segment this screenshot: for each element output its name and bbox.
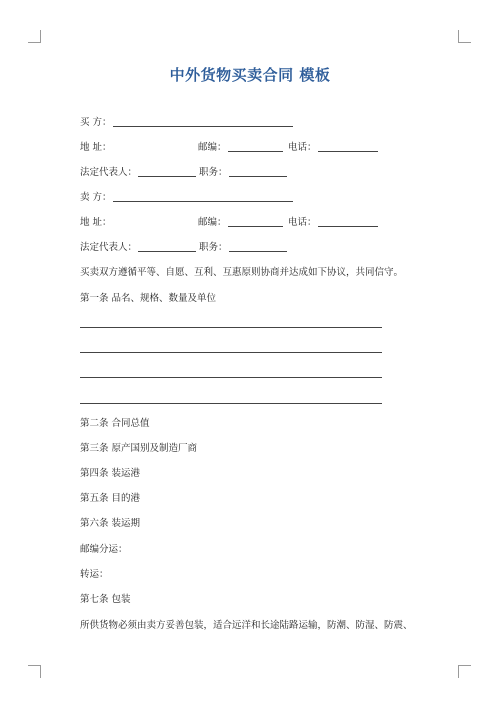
document-title: 中外货物买卖合同 模板 bbox=[169, 66, 331, 84]
seller-postcode-label: 邮编： bbox=[198, 217, 227, 228]
seller-phone-field[interactable] bbox=[318, 216, 378, 227]
transshipment-label: 转运： bbox=[80, 569, 109, 580]
clause-1-line-1[interactable] bbox=[80, 327, 382, 328]
clause-4-heading: 第四条 装运港 bbox=[80, 468, 141, 479]
buyer-name-label: 买 方： bbox=[80, 117, 112, 128]
seller-name-row bbox=[80, 191, 293, 204]
partial-shipment-label: 邮编分运： bbox=[80, 544, 128, 555]
buyer-phone-label: 电话： bbox=[288, 142, 317, 153]
seller-name-field[interactable] bbox=[113, 191, 293, 202]
buyer-postcode-label: 邮编： bbox=[198, 142, 227, 153]
buyer-postcode-field[interactable] bbox=[228, 141, 283, 152]
buyer-position-label: 职务： bbox=[199, 167, 228, 178]
clause-1-line-4[interactable] bbox=[80, 403, 382, 404]
buyer-address-row bbox=[80, 141, 400, 154]
crop-mark-bottom-right bbox=[458, 665, 471, 678]
seller-rep-field[interactable] bbox=[138, 241, 196, 252]
clause-6-heading: 第六条 装运期 bbox=[80, 518, 141, 529]
seller-rep-label: 法定代表人： bbox=[80, 242, 138, 253]
crop-mark-top-right bbox=[458, 30, 471, 43]
seller-rep-row bbox=[80, 241, 287, 254]
clause-5-heading: 第五条 目的港 bbox=[80, 493, 141, 504]
clause-7-body: 所供货物必须由卖方妥善包装，适合远洋和长途陆路运输，防潮、防湿、防震、 bbox=[80, 620, 413, 631]
clause-3-heading: 第三条 原产国别及制造厂商 bbox=[80, 443, 198, 454]
preamble-text: 买卖双方遵循平等、自愿、互利、互惠原则协商并达成如下协议，共同信守。 bbox=[80, 267, 404, 278]
buyer-rep-label: 法定代表人： bbox=[80, 167, 138, 178]
seller-address-label: 地 址： bbox=[80, 217, 112, 228]
buyer-phone-field[interactable] bbox=[318, 141, 378, 152]
buyer-address-label: 地 址： bbox=[80, 142, 112, 153]
seller-address-row bbox=[80, 216, 400, 229]
crop-mark-top-left bbox=[28, 30, 41, 43]
buyer-name-row bbox=[80, 116, 293, 129]
seller-phone-label: 电话： bbox=[288, 217, 317, 228]
seller-postcode-field[interactable] bbox=[228, 216, 283, 227]
clause-2-heading: 第二条 合同总值 bbox=[80, 418, 150, 429]
clause-1-line-2[interactable] bbox=[80, 352, 382, 353]
buyer-position-field[interactable] bbox=[229, 166, 287, 177]
crop-mark-bottom-left bbox=[28, 665, 41, 678]
buyer-rep-field[interactable] bbox=[138, 166, 196, 177]
seller-position-label: 职务： bbox=[199, 242, 228, 253]
seller-position-field[interactable] bbox=[229, 241, 287, 252]
buyer-name-field[interactable] bbox=[113, 116, 293, 127]
clause-1-heading: 第一条 品名、规格、数量及单位 bbox=[80, 293, 217, 304]
seller-name-label: 卖 方： bbox=[80, 192, 112, 203]
clause-1-line-3[interactable] bbox=[80, 377, 382, 378]
clause-7-heading: 第七条 包装 bbox=[80, 594, 131, 605]
buyer-rep-row bbox=[80, 166, 287, 179]
